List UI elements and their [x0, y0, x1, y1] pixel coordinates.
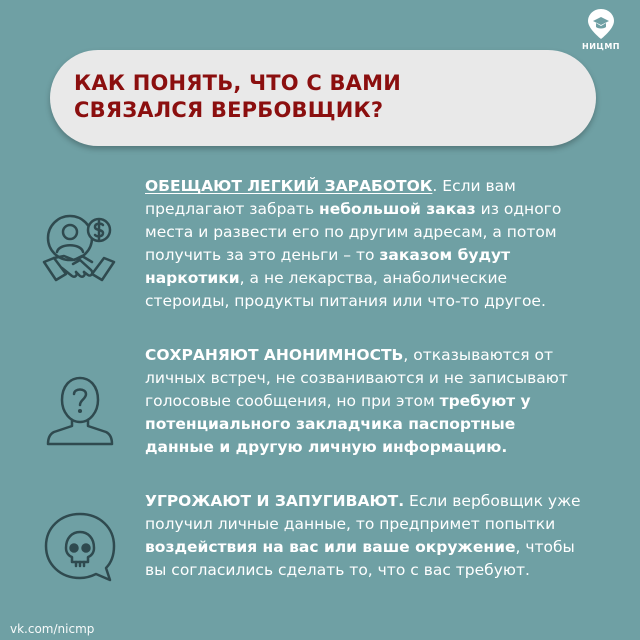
item-body: . Если вам предлагают забрать — [145, 177, 516, 218]
item-body: , чтобы вы согласились сделать то, что с вас требуют. — [145, 538, 575, 579]
item-emphasis: воздействия на вас или ваше окружение — [145, 538, 516, 556]
header-banner — [50, 50, 596, 146]
item-body: из одного места и развести его по другим адресам, а потом получить за это деньги – то — [145, 200, 562, 264]
item-emphasis: требуют у потенциального закладчика паспортные данные и другую личную информацию. — [145, 392, 531, 456]
brand-logo — [578, 8, 624, 58]
item-text — [145, 344, 585, 459]
item-body: , а не лекарства, анаболические стероиды, продукты питания или что-то другое. — [145, 269, 546, 310]
item-body: , отказываются от личных встреч, не созваниваются и не записывают голосовые сообщения, но при этом — [145, 346, 568, 410]
item-text — [145, 175, 585, 313]
skull-speech-bubble-icon — [40, 508, 120, 588]
logo-text: НИЦМП — [582, 42, 620, 51]
item-heading: ОБЕЩАЮТ ЛЕГКИЙ ЗАРАБОТОК — [145, 177, 433, 195]
item-heading: УГРОЖАЮТ И ЗАПУГИВАЮТ. — [145, 492, 405, 510]
anonymous-person-icon — [40, 370, 120, 450]
item-text — [145, 490, 585, 582]
item-emphasis: небольшой заказ — [319, 200, 476, 218]
footer-link[interactable]: vk.com/nicmp — [10, 622, 95, 636]
item-heading: СОХРАНЯЮТ АНОНИМНОСТЬ — [145, 346, 404, 364]
handshake-money-icon — [40, 210, 120, 290]
page-title: КАК ПОНЯТЬ, ЧТО С ВАМИ СВЯЗАЛСЯ ВЕРБОВЩИК? — [74, 71, 401, 122]
item-body: Если вербовщик уже получил личные данные, то предпримет попытки — [145, 492, 581, 533]
graduation-cap-icon — [586, 8, 616, 40]
item-emphasis: заказом будут наркотики — [145, 246, 511, 287]
